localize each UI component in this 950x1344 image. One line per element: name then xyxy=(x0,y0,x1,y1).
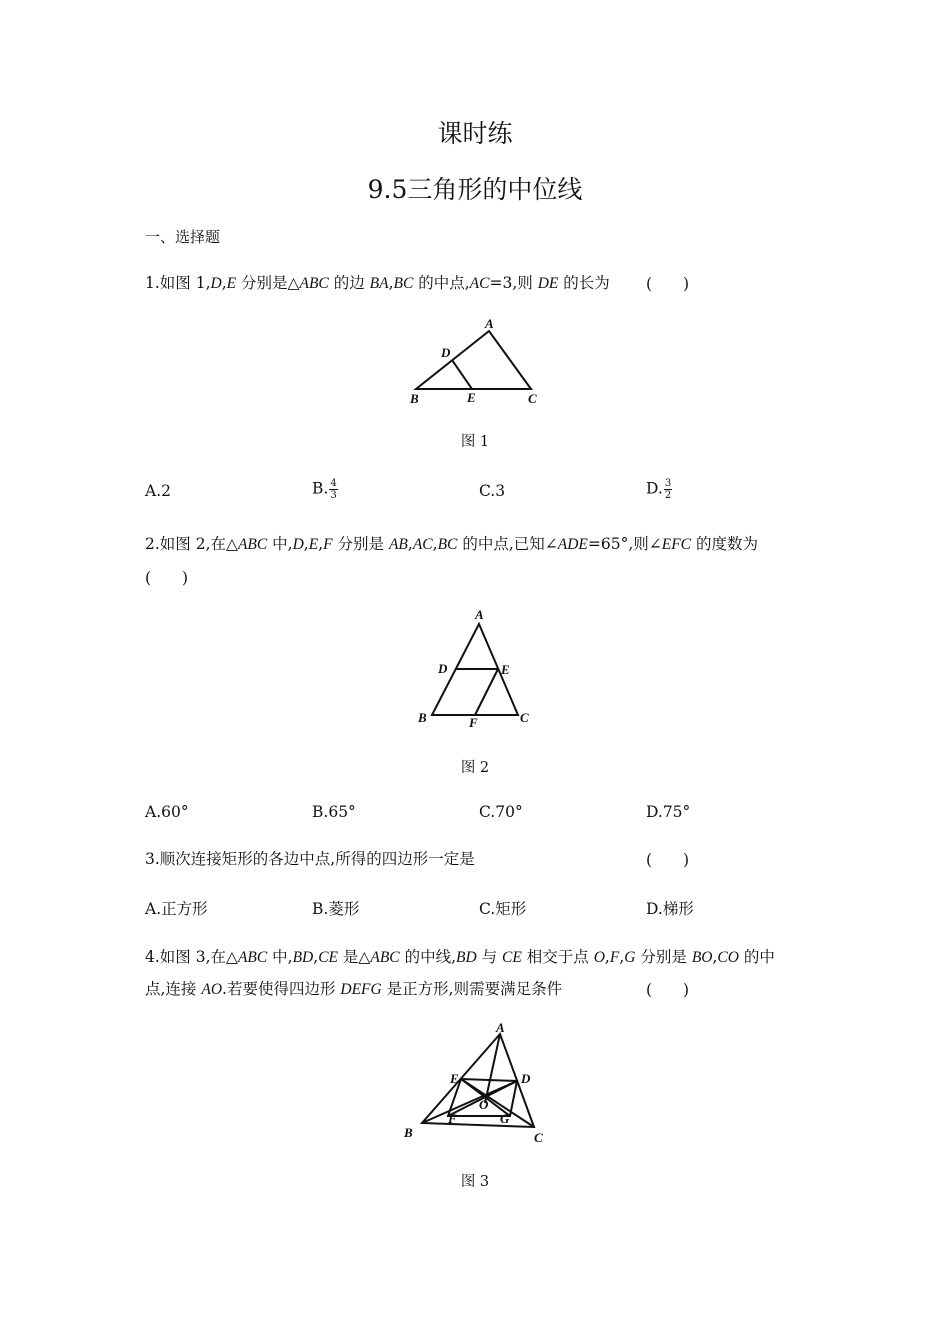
section-heading: 一、选择题 xyxy=(145,228,221,246)
q2-option-c[interactable]: C.70° xyxy=(479,803,523,821)
q3-option-c[interactable]: C.矩形 xyxy=(479,900,527,918)
label-e: E xyxy=(501,662,510,677)
figure-1-triangle xyxy=(405,312,555,412)
label-b: B xyxy=(410,391,419,406)
q3-option-a[interactable]: A.正方形 xyxy=(145,900,208,918)
question-1-stem: 1.如图 1,D,E 分别是△ABC 的边 BA,BC 的中点,AC=3,则 DE 的长为 xyxy=(145,274,610,292)
question-2-answer-bracket: ( ) xyxy=(145,569,189,587)
q2-option-b[interactable]: B.65° xyxy=(312,803,356,821)
figure-2-triangle xyxy=(412,603,542,733)
lesson-subtitle: 9.5三角形的中位线 xyxy=(367,175,583,204)
label-e: E xyxy=(467,390,476,405)
q3-option-b[interactable]: B.菱形 xyxy=(312,900,360,918)
question-1-answer-bracket: ( ) xyxy=(646,275,690,293)
label-a: A xyxy=(475,607,484,622)
fraction-4-3: $\frac{4}{3}$ xyxy=(330,478,337,501)
label-g: G xyxy=(500,1111,510,1126)
figure-1-caption: 图 1 xyxy=(460,434,490,450)
q3-option-d[interactable]: D.梯形 xyxy=(646,900,694,918)
figure-3-triangle xyxy=(398,1018,558,1148)
question-2-stem: 2.如图 2,在△ABC 中,D,E,F 分别是 AB,AC,BC 的中点,已知∠ADE=65°,则∠EFC 的度数为 xyxy=(145,535,758,553)
label-d: D xyxy=(441,345,451,360)
label-f: F xyxy=(448,1111,457,1126)
label-f: F xyxy=(469,715,478,730)
q1-option-b[interactable]: B. $\frac{4}{3}$ xyxy=(312,478,337,501)
question-3-stem: 3.顺次连接矩形的各边中点,所得的四边形一定是 xyxy=(145,850,475,868)
q2-option-a[interactable]: A.60° xyxy=(145,803,189,821)
q2-option-d[interactable]: D.75° xyxy=(646,803,691,821)
q1-option-c[interactable]: C.3 xyxy=(479,482,506,500)
q1-option-a[interactable]: A.2 xyxy=(145,482,171,500)
label-c: C xyxy=(520,710,529,725)
label-e: E xyxy=(450,1071,459,1086)
question-4-stem-line-2: 点,连接 AO.若要使得四边形 DEFG 是正方形,则需要满足条件 xyxy=(145,980,563,998)
question-3-answer-bracket: ( ) xyxy=(646,851,690,869)
figure-3-caption: 图 3 xyxy=(460,1174,490,1190)
figure-2-caption: 图 2 xyxy=(460,760,490,776)
label-b: B xyxy=(418,710,427,725)
q1-option-d[interactable]: D. $\frac{3}{2}$ xyxy=(646,478,672,501)
label-c: C xyxy=(528,391,537,406)
question-4-stem-line-1: 4.如图 3,在△ABC 中,BD,CE 是△ABC 的中线,BD 与 CE 相交于点 O,F,G 分别是 BO,CO 的中 xyxy=(145,948,775,966)
label-a: A xyxy=(496,1020,505,1035)
label-o: O xyxy=(479,1097,489,1112)
page-title: 课时练 xyxy=(437,119,513,148)
label-c: C xyxy=(534,1130,543,1145)
label-a: A xyxy=(485,316,494,331)
triangle-abc xyxy=(416,331,531,389)
label-d: D xyxy=(521,1071,531,1086)
fraction-3-2: $\frac{3}{2}$ xyxy=(664,478,672,501)
segment-ef xyxy=(475,669,498,715)
segment-de xyxy=(452,360,472,389)
label-b: B xyxy=(404,1125,413,1140)
label-d: D xyxy=(438,661,448,676)
question-4-answer-bracket: ( ) xyxy=(646,981,690,999)
